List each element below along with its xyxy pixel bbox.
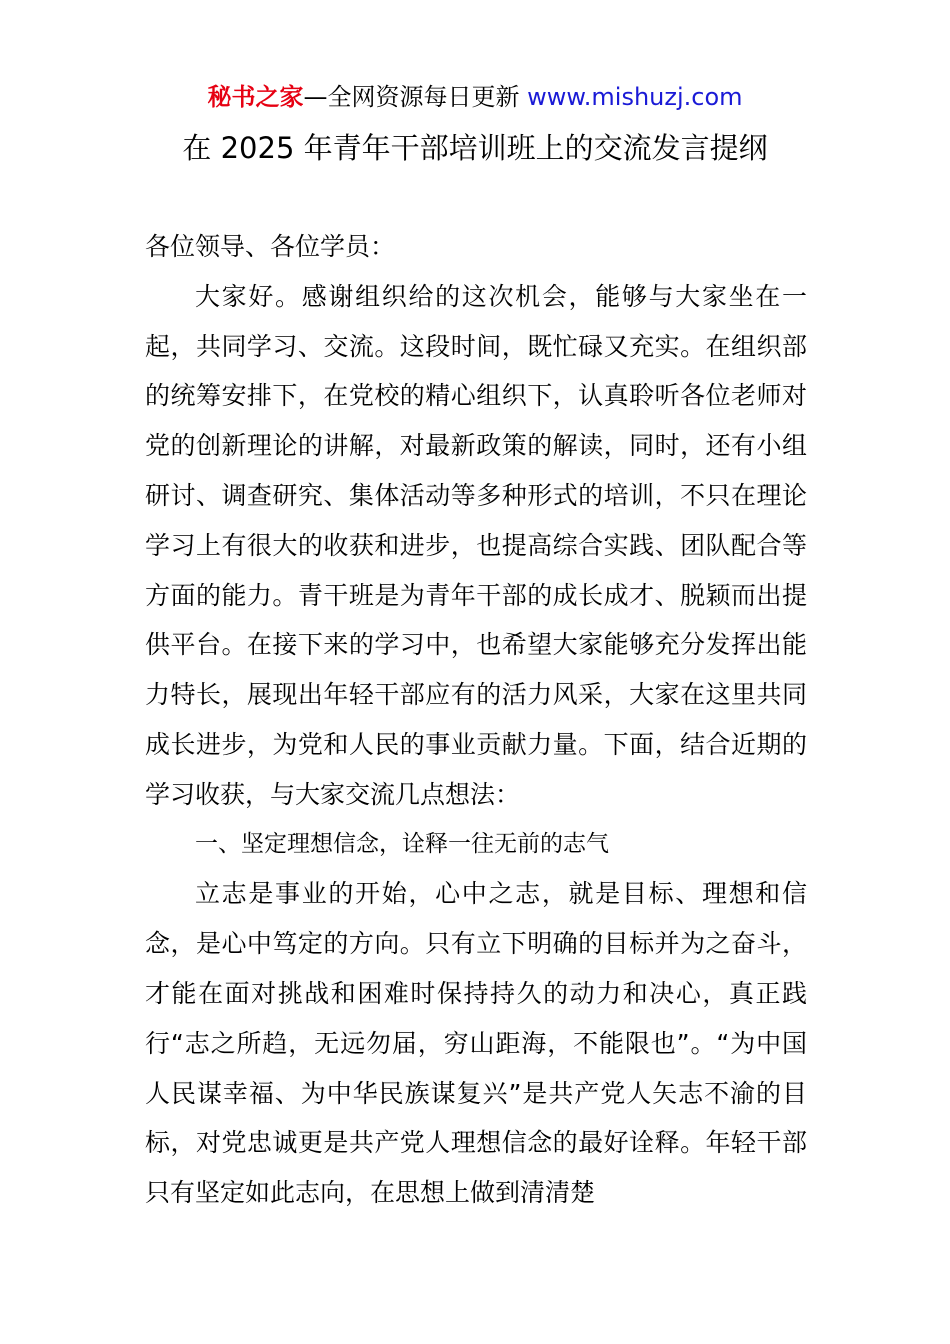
document-title: 在 2025 年青年干部培训班上的交流发言提纲 bbox=[182, 131, 768, 165]
document-body bbox=[145, 222, 807, 1218]
section-paragraph: 立志是事业的开始，心中之志，就是目标、理想和信念，是心中笃定的方向。只有立下明确的目标并为之奋斗，才能在面对挑战和困难时保持持久的动力和决心，真正践行“志之所趋，无远勿届，穷山距海，不能限也”。“为中国人民谋幸福、为中华民族谋复兴”是共产党人矢志不渝的目标，对党忠诚更是共产党人理想信念的最好诠释。年轻干部只有坚定如此志向，在思想上做到清清楚 bbox=[145, 879, 807, 1208]
site-brand: 秘书之家 bbox=[207, 83, 304, 111]
section-heading: 一、坚定理想信念，诠释一往无前的志气 bbox=[195, 830, 609, 857]
site-url: www.mishuzj.com bbox=[527, 83, 743, 111]
site-header bbox=[0, 80, 950, 114]
site-tagline: —全网资源每日更新 bbox=[303, 83, 528, 111]
salutation: 各位领导、各位学员： bbox=[145, 232, 396, 261]
intro-paragraph: 大家好。感谢组织给的这次机会，能够与大家坐在一起，共同学习、交流。这段时间，既忙碌又充实。在组织部的统筹安排下，在党校的精心组织下，认真聆听各位老师对党的创新理论的讲解，对最新政策的解读，同时，还有小组研讨、调查研究、集体活动等多种形式的培训，不只在理论学习上有很大的收获和进步，也提高综合实践、团队配合等方面的能力。青干班是为青年干部的成长成才、脱颖而出提供平台。在接下来的学习中，也希望大家能够充分发挥出能力特长，展现出年轻干部应有的活力风采，大家在这里共同成长进步，为党和人民的事业贡献力量。下面，结合近期的学习收获，与大家交流几点想法： bbox=[145, 281, 807, 809]
